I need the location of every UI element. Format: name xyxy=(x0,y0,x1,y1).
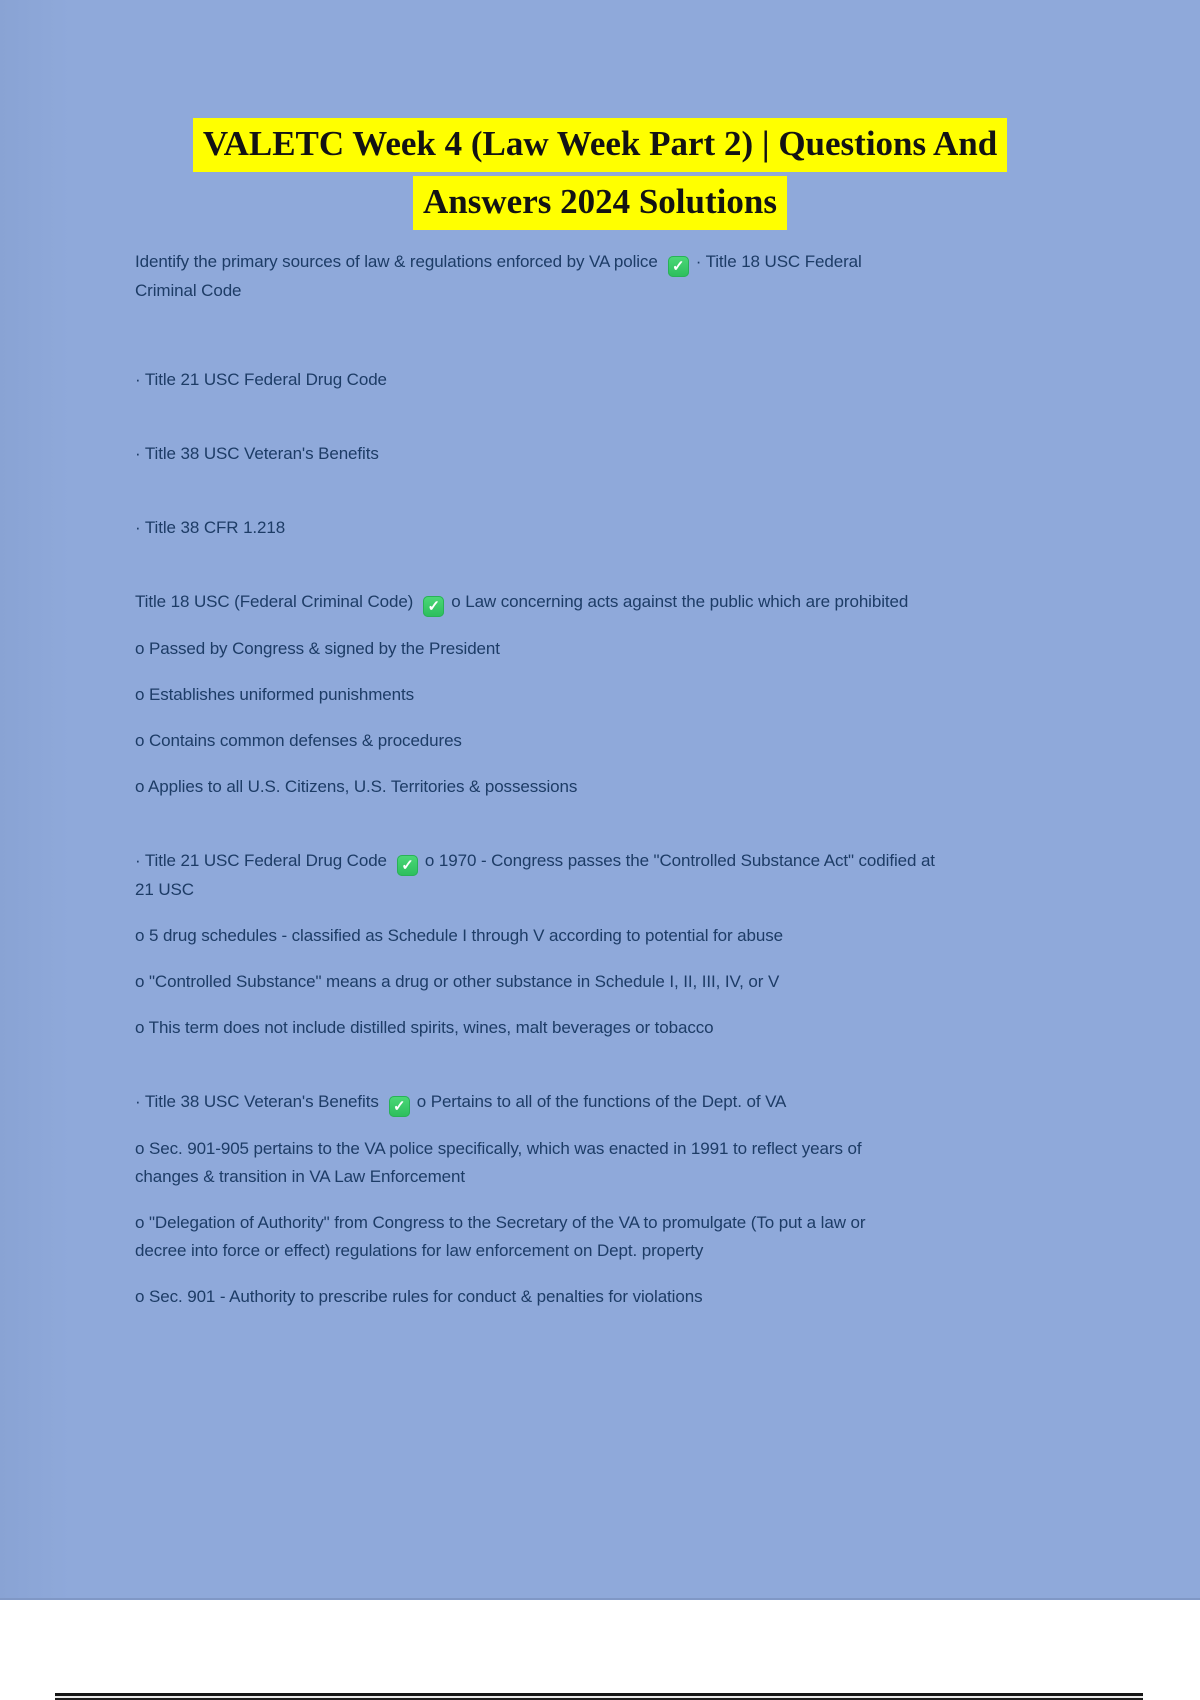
followup-line: o 5 drug schedules - classified as Schedule I through V according to potential for abuse xyxy=(135,926,783,945)
document-title-line xyxy=(0,118,1200,176)
followup-line: o Passed by Congress & signed by the President xyxy=(135,639,500,658)
followup-line: o "Controlled Substance" means a drug or other substance in Schedule I, II, III, IV, or V xyxy=(135,972,780,991)
question-text: · Title 38 USC Veteran's Benefits xyxy=(135,1092,379,1111)
followup-line: o "Delegation of Authority" from Congress to the Secretary of the VA to promulgate (To put a law or decree into force or effect) regulations for law enforcement on Dept. property xyxy=(135,1213,866,1260)
followup-line: o Contains common defenses & procedures xyxy=(135,731,462,750)
title-highlight: Answers 2024 Solutions xyxy=(413,176,787,230)
question-text: Title 18 USC (Federal Criminal Code) xyxy=(135,592,414,611)
check-icon: ✓ xyxy=(668,256,689,277)
qa-line xyxy=(135,588,1105,617)
document-title xyxy=(0,0,1200,234)
check-icon: ✓ xyxy=(389,1096,410,1117)
question-text: · Title 38 USC Veteran's Benefits xyxy=(135,444,379,463)
answer-text: o Pertains to all of the functions of the Dept. of VA xyxy=(416,1092,787,1111)
check-icon: ✓ xyxy=(423,596,444,617)
document-body xyxy=(135,248,1105,1311)
answer-text: · Title 18 USC Federal Criminal Code xyxy=(135,252,862,300)
question-text: Identify the primary sources of law & regulations enforced by VA police xyxy=(135,252,658,271)
question-text: · Title 21 USC Federal Drug Code xyxy=(135,851,387,870)
followup-line: o This term does not include distilled spirits, wines, malt beverages or tobacco xyxy=(135,1018,714,1037)
answer-text: o 1970 - Congress passes the "Controlled Substance Act" codified at 21 USC xyxy=(135,851,935,899)
followup-line: o Sec. 901 - Authority to prescribe rules for conduct & penalties for violations xyxy=(135,1287,703,1306)
question-text: · Title 21 USC Federal Drug Code xyxy=(135,370,387,389)
answer-text: o Law concerning acts against the public which are prohibited xyxy=(451,592,909,611)
document-title-line xyxy=(0,176,1200,234)
qa-line xyxy=(135,248,1105,305)
qa-line xyxy=(135,847,1105,904)
text-line xyxy=(135,366,1105,394)
qa-line xyxy=(135,1088,1105,1117)
text-line xyxy=(135,514,1105,542)
check-icon: ✓ xyxy=(397,855,418,876)
followup-line: o Applies to all U.S. Citizens, U.S. Territories & possessions xyxy=(135,777,578,796)
followup-line: o Establishes uniformed punishments xyxy=(135,685,415,704)
page-divider xyxy=(55,1693,1143,1700)
text-line xyxy=(135,440,1105,468)
followup-line: o Sec. 901-905 pertains to the VA police specifically, which was enacted in 1991 to reflect years of changes & transition in VA Law Enforcement xyxy=(135,1139,862,1186)
question-text: · Title 38 CFR 1.218 xyxy=(135,518,286,537)
title-highlight: VALETC Week 4 (Law Week Part 2) | Questions And xyxy=(193,118,1007,172)
